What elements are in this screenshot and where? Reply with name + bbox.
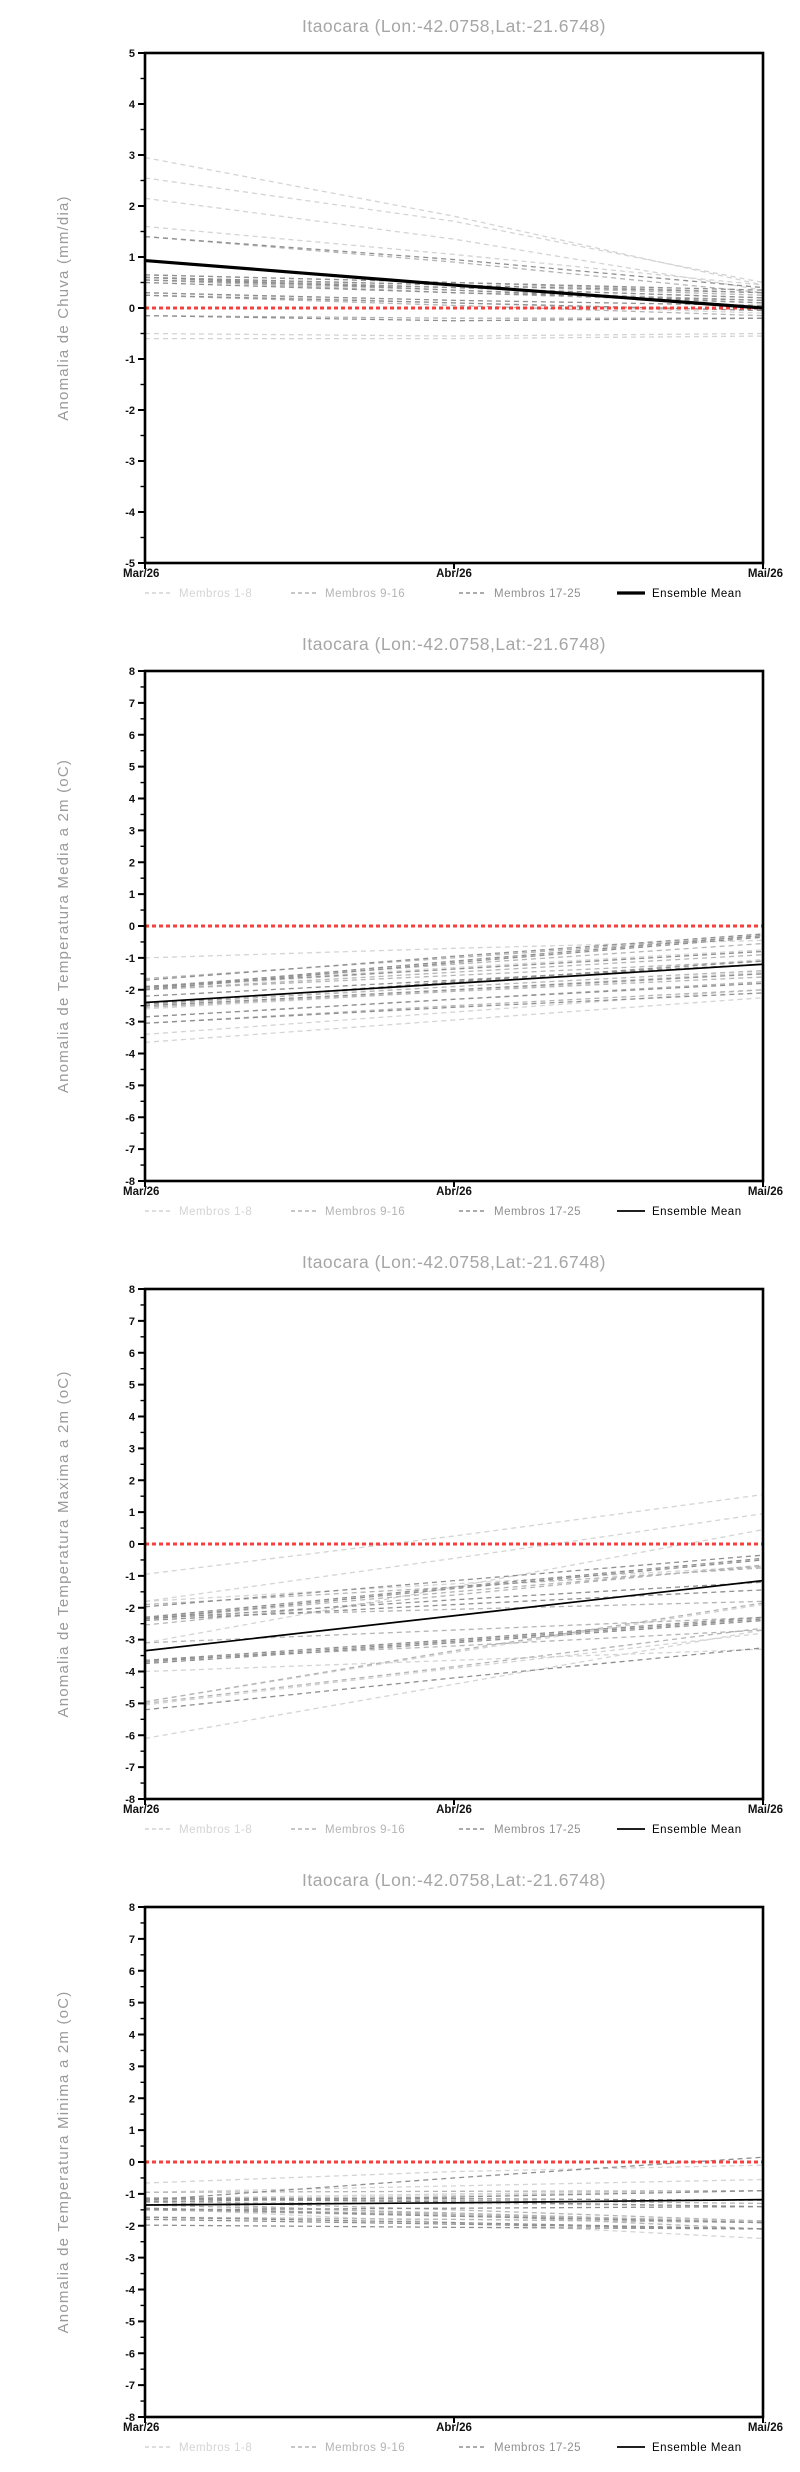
x-tick-label: Mar/26 xyxy=(123,2422,160,2434)
y-tick-label: -6 xyxy=(125,1730,135,1743)
y-tick-label: 8 xyxy=(128,666,135,678)
y-tick-label: 4 xyxy=(128,1411,135,1424)
member-line xyxy=(145,998,763,1043)
legend-label: Membros 17-25 xyxy=(494,588,582,600)
legend xyxy=(145,2442,742,2454)
legend-label: Membros 1-8 xyxy=(179,588,253,600)
chart-block-max-temp-anomaly xyxy=(0,1236,800,1854)
member-line xyxy=(145,226,763,285)
y-tick-label: 4 xyxy=(128,2029,135,2042)
x-tick-label: Abr/26 xyxy=(436,1804,472,1816)
legend-label: Membros 17-25 xyxy=(494,2442,582,2454)
chart-canvas xyxy=(0,618,800,1236)
legend-label: Membros 9-16 xyxy=(325,1824,406,1836)
x-tick-label: Mai/26 xyxy=(747,1804,783,1816)
x-tick-label: Abr/26 xyxy=(436,2422,472,2434)
y-tick-label: -1 xyxy=(125,952,135,965)
y-tick-label: -8 xyxy=(125,1794,135,1806)
y-tick-label: -3 xyxy=(125,1016,135,1029)
y-axis xyxy=(125,1902,145,2424)
y-tick-label: 1 xyxy=(128,252,135,264)
legend-label: Ensemble Mean xyxy=(652,1206,742,1218)
y-tick-label: 2 xyxy=(128,2093,135,2106)
chart-block-mean-temp-anomaly xyxy=(0,618,800,1236)
chart-title: Itaocara (Lon:-42.0758,Lat:-21.6748) xyxy=(301,1870,607,1890)
chart-title: Itaocara (Lon:-42.0758,Lat:-21.6748) xyxy=(301,1252,607,1272)
series-lines xyxy=(145,158,763,339)
legend-label: Ensemble Mean xyxy=(652,2442,742,2454)
series-lines xyxy=(145,926,763,1042)
member-line xyxy=(145,1560,763,1619)
legend xyxy=(145,1824,742,1836)
series-lines xyxy=(145,2157,763,2238)
x-tick-label: Mai/26 xyxy=(747,568,783,580)
y-tick-label: 2 xyxy=(128,201,135,213)
y-tick-label: 5 xyxy=(128,761,135,774)
legend-label: Ensemble Mean xyxy=(652,1824,742,1836)
x-tick-label: Abr/26 xyxy=(436,568,472,580)
y-tick-label: 5 xyxy=(128,48,135,60)
y-tick-label: 6 xyxy=(128,729,135,742)
member-line xyxy=(145,1495,763,1575)
chart-block-min-temp-anomaly xyxy=(0,1854,800,2472)
x-tick-label: Abr/26 xyxy=(436,1186,472,1198)
x-axis xyxy=(123,563,783,580)
y-tick-label: 5 xyxy=(128,1379,135,1392)
member-line xyxy=(145,1566,763,1601)
legend-label: Ensemble Mean xyxy=(652,588,742,600)
y-tick-label: -8 xyxy=(125,2412,135,2424)
x-axis xyxy=(123,1799,783,1816)
y-tick-label: 6 xyxy=(128,1347,135,1360)
member-line xyxy=(145,1649,763,1671)
legend-label: Membros 17-25 xyxy=(494,1206,582,1218)
y-tick-label: 4 xyxy=(128,99,135,111)
chart-title: Itaocara (Lon:-42.0758,Lat:-21.6748) xyxy=(301,16,607,36)
member-line xyxy=(145,1582,763,1619)
chart-block-rain-anomaly xyxy=(0,0,800,618)
chart-canvas xyxy=(0,1854,800,2472)
legend-label: Membros 1-8 xyxy=(179,1824,253,1836)
y-tick-label: 4 xyxy=(128,793,135,806)
y-tick-label: -5 xyxy=(125,558,135,570)
y-axis xyxy=(125,48,145,570)
y-tick-label: 1 xyxy=(128,1507,135,1520)
y-tick-label: 3 xyxy=(128,825,135,838)
y-tick-label: -1 xyxy=(125,2188,135,2201)
y-tick-label: -6 xyxy=(125,2348,135,2361)
y-tick-label: 8 xyxy=(128,1902,135,1914)
legend-label: Membros 1-8 xyxy=(179,2442,253,2454)
legend-label: Membros 17-25 xyxy=(494,1824,582,1836)
y-tick-label: -2 xyxy=(125,1602,135,1615)
legend-label: Membros 9-16 xyxy=(325,588,406,600)
member-line xyxy=(145,1621,763,1664)
y-tick-label: -5 xyxy=(125,1698,135,1711)
y-tick-label: -4 xyxy=(125,1666,135,1679)
legend xyxy=(145,588,742,600)
y-axis xyxy=(125,666,145,1188)
series-lines xyxy=(145,1495,763,1739)
y-tick-label: -5 xyxy=(125,1080,135,1093)
y-tick-label: -3 xyxy=(125,1634,135,1647)
y-tick-label: -4 xyxy=(125,507,135,519)
chart-title: Itaocara (Lon:-42.0758,Lat:-21.6748) xyxy=(301,634,607,654)
y-tick-label: -2 xyxy=(125,405,135,417)
y-axis-label: Anomalia de Temperatura Media a 2m (oC) xyxy=(55,758,72,1094)
x-tick-label: Mar/26 xyxy=(123,1186,160,1198)
y-tick-label: -5 xyxy=(125,2316,135,2329)
chart-canvas xyxy=(0,0,800,618)
member-line xyxy=(145,974,763,1006)
y-tick-label: -3 xyxy=(125,456,135,468)
y-tick-label: 0 xyxy=(128,921,135,933)
x-tick-label: Mar/26 xyxy=(123,568,160,580)
y-tick-label: -1 xyxy=(125,1570,135,1583)
legend xyxy=(145,1206,742,1218)
y-tick-label: -4 xyxy=(125,1048,135,1061)
x-tick-label: Mai/26 xyxy=(747,2422,783,2434)
y-tick-label: 7 xyxy=(128,1933,135,1946)
y-axis-label: Anomalia de Temperatura Maxima a 2m (oC) xyxy=(55,1370,72,1718)
y-tick-label: -7 xyxy=(125,1762,135,1775)
legend-label: Membros 9-16 xyxy=(325,1206,406,1218)
y-tick-label: -3 xyxy=(125,2252,135,2265)
y-tick-label: -4 xyxy=(125,2284,135,2297)
y-tick-label: 1 xyxy=(128,889,135,902)
member-line xyxy=(145,1633,763,1705)
y-tick-label: 0 xyxy=(128,303,135,315)
legend-label: Membros 9-16 xyxy=(325,2442,406,2454)
x-axis xyxy=(123,1181,783,1198)
x-tick-label: Mai/26 xyxy=(747,1186,783,1198)
y-axis-label: Anomalia de Temperatura Minima a 2m (oC) xyxy=(55,1990,72,2334)
x-axis xyxy=(123,2417,783,2434)
y-tick-label: 5 xyxy=(128,1997,135,2010)
y-tick-label: 3 xyxy=(128,150,135,162)
y-tick-label: 1 xyxy=(128,2125,135,2138)
y-tick-label: 8 xyxy=(128,1284,135,1296)
y-tick-label: 2 xyxy=(128,857,135,870)
chart-canvas xyxy=(0,1236,800,1854)
member-line xyxy=(145,334,763,337)
x-tick-label: Mar/26 xyxy=(123,1804,160,1816)
y-tick-label: -2 xyxy=(125,984,135,997)
legend-label: Membros 1-8 xyxy=(179,1206,253,1218)
y-tick-label: 0 xyxy=(128,2157,135,2169)
y-tick-label: -7 xyxy=(125,2380,135,2393)
y-tick-label: -8 xyxy=(125,1176,135,1188)
member-line xyxy=(145,2165,763,2183)
y-tick-label: 6 xyxy=(128,1965,135,1978)
y-tick-label: 7 xyxy=(128,1315,135,1328)
y-tick-label: -7 xyxy=(125,1144,135,1157)
y-axis xyxy=(125,1284,145,1806)
y-axis-label: Anomalia de Chuva (mm/dia) xyxy=(55,195,72,421)
y-tick-label: 7 xyxy=(128,697,135,710)
y-tick-label: -6 xyxy=(125,1112,135,1125)
member-line xyxy=(145,158,763,285)
y-tick-label: -1 xyxy=(125,354,135,366)
y-tick-label: -2 xyxy=(125,2220,135,2233)
y-tick-label: 0 xyxy=(128,1539,135,1551)
y-tick-label: 2 xyxy=(128,1475,135,1488)
y-tick-label: 3 xyxy=(128,1443,135,1456)
y-tick-label: 3 xyxy=(128,2061,135,2074)
